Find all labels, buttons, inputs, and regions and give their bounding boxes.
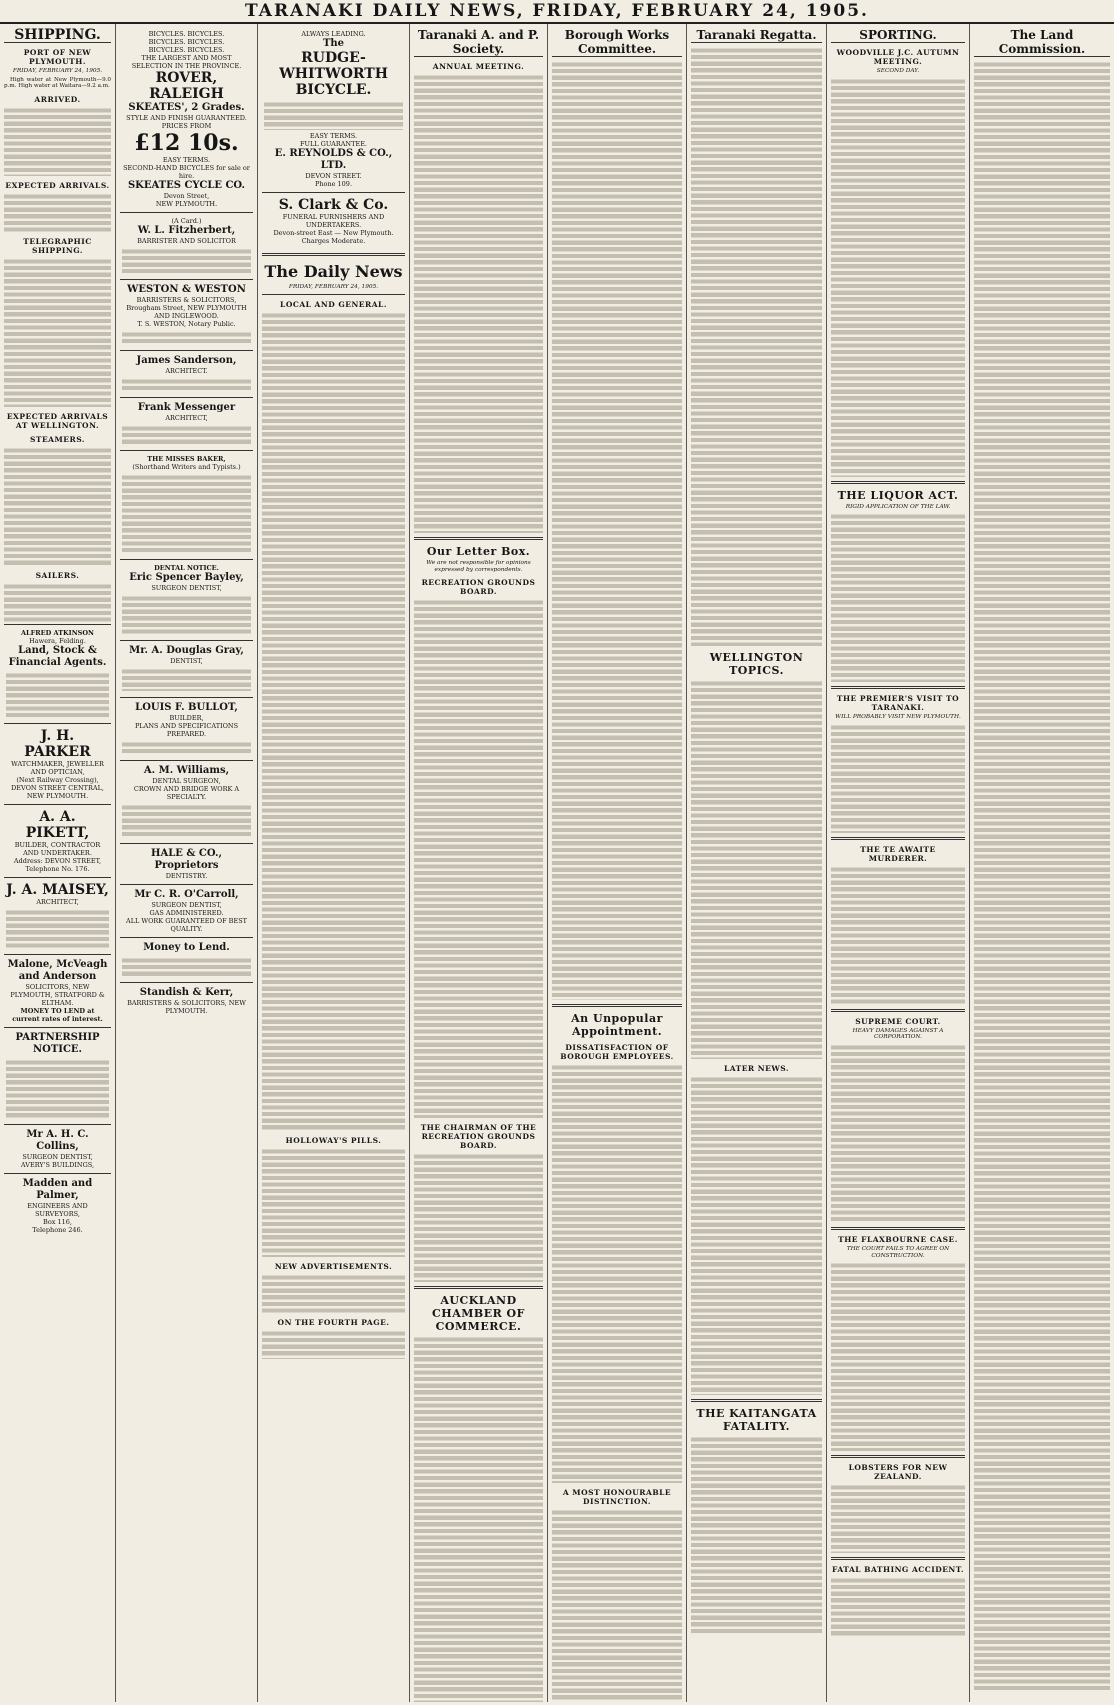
ad-pikett — [4, 804, 111, 877]
gray-trade: DENTIST, — [170, 657, 203, 665]
maisey-name: J. A. MAISEY, — [6, 881, 109, 898]
prices-from: PRICES FROM — [161, 122, 212, 130]
work-guaranteed: ALL WORK GUARANTEED OF BEST QUALITY. — [126, 917, 247, 933]
later-news-text — [691, 1075, 822, 1395]
second-hand: SECOND-HAND BICYCLES for sale or hire. — [123, 164, 250, 180]
pikett-trade: BUILDER, CONTRACTOR AND UNDERTAKER. — [14, 840, 101, 857]
ad-rudge — [262, 26, 405, 192]
style-finish: STYLE AND FINISH GUARANTEED. — [126, 114, 247, 122]
ad-carroll — [120, 884, 253, 937]
collins-trade: SURGEON DENTIST, — [22, 1152, 93, 1161]
reynolds-name: E. REYNOLDS & CO., LTD. — [274, 148, 393, 171]
rover-brand: ROVER, — [155, 70, 218, 86]
telegraphic-text — [4, 257, 111, 407]
newspaper-page — [0, 24, 1114, 1705]
chairman-heading: THE CHAIRMAN OF THE RECREATION GROUNDS BOARD. — [420, 1123, 537, 1151]
sanderson-trade: ARCHITECT. — [165, 367, 208, 375]
weston-trade: BARRISTERS & SOLICITORS, — [136, 296, 237, 304]
regatta-heading: Taranaki Regatta. — [691, 28, 822, 43]
fitzherbert-name: W. L. Fitzherbert, — [137, 225, 236, 236]
gas-administered: GAS ADMINISTERED. — [149, 909, 224, 917]
column-ads-2 — [116, 24, 258, 1702]
holloway-heading: HOLLOWAY'S PILLS. — [285, 1135, 382, 1145]
column-sporting — [827, 24, 970, 1702]
williams-name: A. M. Williams, — [143, 765, 230, 776]
skeates-town: NEW PLYMOUTH. — [155, 200, 218, 208]
premier-text — [831, 723, 965, 833]
pikett-name: A. A. PIKETT, — [25, 808, 90, 841]
rudge-guarantee: FULL GUARANTEE. — [299, 140, 368, 148]
messenger-trade: ARCHITECT, — [165, 414, 208, 422]
borough-heading: Borough Works Committee. — [552, 28, 682, 57]
skeates-brand: SKEATES', 2 Grades. — [128, 102, 245, 113]
ad-maisey — [4, 877, 111, 954]
land-agents-heading: Land, Stock & Financial Agents. — [8, 644, 107, 668]
largest-selection: THE LARGEST AND MOST SELECTION IN THE PROVINCE. — [131, 54, 242, 70]
bullot-plans: PLANS AND SPECIFICATIONS PREPARED. — [134, 722, 239, 738]
dental-notice: DENTAL NOTICE. — [154, 564, 219, 572]
recreation-text — [414, 598, 543, 1118]
masthead: TARANAKI DAILY NEWS, FRIDAY, FEBRUARY 24, 1905. — [0, 0, 1114, 24]
column-land-commission — [970, 24, 1114, 1702]
later-news-heading: LATER NEWS. — [723, 1064, 790, 1073]
chairman-text — [414, 1152, 543, 1282]
ad-weston — [120, 279, 253, 350]
reynolds-phone: Phone 109. — [314, 180, 353, 188]
auckland-heading: AUCKLAND CHAMBER OF COMMERCE. — [432, 1294, 525, 1334]
bullot-trade: BUILDER, — [169, 714, 204, 722]
reynolds-address: DEVON STREET. — [305, 172, 362, 180]
holloway-text — [262, 1147, 405, 1257]
ad-collins — [4, 1124, 111, 1173]
raleigh-brand: RALEIGH — [149, 86, 224, 102]
column-editorial — [258, 24, 410, 1702]
new-ads-heading: NEW ADVERTISEMENTS. — [274, 1261, 393, 1271]
madden-telephone: Telephone 246. — [32, 1225, 83, 1234]
liquor-heading: THE LIQUOR ACT. — [837, 488, 959, 502]
atkinson-role: Hawera, Felding. — [29, 636, 86, 645]
weston-notary: T. S. WESTON, Notary Public. — [137, 320, 236, 328]
parker-address: (Next Railway Crossing), — [16, 775, 99, 784]
ad-williams — [120, 760, 253, 843]
rudge-easy: EASY TERMS. — [309, 132, 358, 140]
baker-trade: (Shorthand Writers and Typists.) — [132, 463, 241, 471]
carroll-trade: SURGEON DENTIST, — [151, 901, 222, 909]
bicycles-line-1: BICYCLES. BICYCLES. — [148, 30, 225, 38]
gray-name: Mr. A. Douglas Gray, — [129, 645, 244, 656]
ad-fitzherbert — [120, 212, 253, 279]
fatal-text — [831, 1576, 965, 1636]
kaitangata-heading: THE KAITANGATA FATALITY. — [696, 1407, 817, 1433]
ad-parker — [4, 723, 111, 804]
ad-bullot — [120, 697, 253, 760]
sanderson-name: James Sanderson, — [136, 355, 237, 366]
card-label: (A Card.) — [171, 217, 202, 225]
madden-trade: ENGINEERS AND SURVEYORS, — [27, 1201, 88, 1218]
malone-name: Malone, McVeagh and Anderson — [7, 958, 108, 982]
tides-text: High water at New Plymouth—9.0 p.m. High water at Waitara—9.2 a.m. — [4, 76, 111, 90]
unpopular-heading: An Unpopular Appointment. — [571, 1012, 663, 1038]
sailers-heading: SAILERS. — [35, 570, 80, 580]
premier-sub: WILL PROBABLY VISIT NEW PLYMOUTH. — [835, 714, 961, 721]
land-commission-heading: The Land Commission. — [974, 28, 1110, 57]
steamers-heading: STEAMERS. — [29, 434, 86, 444]
supreme-text — [831, 1043, 965, 1223]
premier-heading: THE PREMIER'S VISIT TO TARANAKI. — [836, 694, 960, 713]
always-leading: ALWAYS LEADING. — [301, 30, 366, 38]
flaxbourne-sub: THE COURT FAILS TO AGREE ON CONSTRUCTION. — [846, 1245, 950, 1259]
skeates-cycle-co: SKEATES CYCLE CO. — [127, 180, 246, 191]
maisey-trade: ARCHITECT, — [36, 897, 79, 906]
carroll-name: Mr C. R. O'Carroll, — [134, 889, 239, 900]
regatta-text — [691, 46, 822, 646]
rudge-name: RUDGE-WHITWORTH BICYCLE. — [279, 50, 388, 98]
woodville-heading: WOODVILLE J.C. AUTUMN MEETING. — [836, 48, 960, 66]
ad-madden — [4, 1173, 111, 1238]
wellington-heading: WELLINGTON TOPICS. — [709, 651, 804, 677]
arrived-text — [4, 106, 111, 176]
flaxbourne-text — [831, 1261, 965, 1451]
madden-box: Box 116, — [43, 1217, 72, 1226]
skeates-address: Devon Street, — [163, 192, 210, 200]
collins-name: Mr A. H. C. Collins, — [26, 1128, 89, 1152]
messenger-name: Frank Messenger — [137, 402, 236, 413]
column-borough — [548, 24, 687, 1702]
expected-heading: EXPECTED ARRIVALS. — [5, 180, 110, 190]
parker-town: NEW PLYMOUTH. — [26, 791, 89, 800]
clark-address: Devon-street East — New Plymouth. — [273, 229, 394, 237]
sporting-heading: SPORTING. — [831, 28, 965, 43]
supreme-heading: SUPREME COURT. — [855, 1016, 941, 1026]
clark-trade: FUNERAL FURNISHERS AND UNDERTAKERS. — [282, 213, 385, 229]
auckland-text — [414, 1335, 543, 1702]
clark-charges: Charges Moderate. — [301, 237, 366, 245]
paper-date: FRIDAY, FEBRUARY 24, 1905. — [288, 284, 379, 290]
ad-partnership — [4, 1027, 111, 1124]
ad-gray — [120, 640, 253, 697]
steamers-text — [4, 446, 111, 566]
bullot-name: LOUIS F. BULLOT, — [135, 702, 238, 713]
standish-trade: BARRISTERS & SOLICITORS, NEW PLYMOUTH. — [127, 999, 246, 1015]
pikett-address: Address: DEVON STREET, Telephone No. 176. — [13, 856, 102, 873]
shipping-heading: SHIPPING. — [4, 28, 111, 43]
arrived-heading: ARRIVED. — [34, 94, 81, 104]
dissatisfaction-heading: DISSATISFACTION OF BOROUGH EMPLOYEES. — [560, 1043, 674, 1061]
new-ads-text — [262, 1273, 405, 1313]
weston-name: WESTON & WESTON — [127, 284, 246, 295]
baker-name: THE MISSES BAKER, — [147, 455, 226, 463]
expected-text — [4, 192, 111, 232]
ad-bayley — [120, 559, 253, 640]
honourable-text — [552, 1508, 682, 1702]
williams-trade: DENTAL SURGEON, — [152, 777, 221, 785]
parker-street: DEVON STREET CENTRAL, — [11, 783, 104, 792]
ad-malone — [4, 954, 111, 1027]
madden-name: Madden and Palmer, — [22, 1177, 93, 1201]
land-commission-text — [974, 60, 1110, 1690]
bicycles-line-3: BICYCLES. BICYCLES. — [148, 46, 225, 54]
ad-atkinson — [4, 624, 111, 723]
letter-box-note: We are not responsible for opinions expressed by correspondents. — [426, 560, 531, 573]
lobsters-text — [831, 1483, 965, 1553]
ap-society-heading: Taranaki A. and P. Society. — [414, 28, 543, 57]
parker-trade: WATCHMAKER, JEWELLER AND OPTICIAN, — [11, 759, 104, 776]
murderer-text — [831, 865, 965, 1005]
dentistry-label: DENTISTRY. — [165, 872, 208, 880]
column-regatta — [687, 24, 827, 1702]
hale-name: HALE & CO., Proprietors — [151, 848, 222, 871]
column-ap-society — [410, 24, 548, 1702]
ad-money — [120, 937, 253, 982]
annual-meeting-heading: ANNUAL MEETING. — [432, 62, 525, 71]
supreme-sub: HEAVY DAMAGES AGAINST A CORPORATION. — [852, 1027, 944, 1041]
local-general-heading: LOCAL AND GENERAL. — [280, 299, 387, 309]
port-heading: PORT OF NEW PLYMOUTH. — [23, 48, 92, 66]
bayley-trade: SURGEON DENTIST, — [151, 584, 222, 592]
partnership-heading: PARTNERSHIP NOTICE. — [15, 1031, 100, 1055]
liquor-sub: RIGID APPLICATION OF THE LAW. — [845, 503, 951, 510]
honourable-heading: A MOST HONOURABLE DISTINCTION. — [562, 1488, 672, 1506]
standish-name: Standish & Kerr, — [139, 987, 234, 998]
murderer-heading: THE TE AWAITE MURDERER. — [860, 844, 936, 863]
telegraphic-heading: TELEGRAPHIC SHIPPING. — [23, 236, 92, 255]
collins-address: AVERY'S BUILDINGS, — [20, 1160, 95, 1169]
flaxbourne-heading: THE FLAXBOURNE CASE. — [838, 1234, 958, 1244]
fatal-heading: FATAL BATHING ACCIDENT. — [831, 1565, 965, 1575]
crown-bridge: CROWN AND BRIDGE WORK A SPECIALTY. — [133, 785, 240, 801]
ad-clark — [262, 192, 405, 249]
weston-address: Brougham Street, NEW PLYMOUTH AND INGLEWOOD. — [126, 304, 247, 320]
column-shipping — [0, 24, 116, 1702]
money-to-lend: MONEY TO LEND at current rates of interest. — [12, 1006, 103, 1023]
bicycle-price: £12 10s. — [134, 130, 239, 156]
unpopular-text — [552, 1063, 682, 1483]
fitzherbert-trade: BARRISTER AND SOLICITOR — [137, 237, 236, 245]
malone-trade: SOLICITORS, NEW PLYMOUTH, STRATFORD & ELTHAM. — [10, 982, 105, 1007]
sporting-text — [831, 77, 965, 477]
wellington-text — [691, 679, 822, 1059]
sailers-text — [4, 582, 111, 622]
atkinson-name: ALFRED ATKINSON — [21, 628, 94, 637]
bayley-name: Eric Spencer Bayley, — [129, 572, 244, 583]
fourth-page-text — [262, 1329, 405, 1359]
ad-skeates-bicycles — [120, 26, 253, 212]
letter-box-heading: Our Letter Box. — [426, 545, 531, 558]
clark-name: S. Clark & Co. — [278, 197, 389, 213]
parker-name: J. H. PARKER — [24, 727, 91, 760]
ad-sanderson — [120, 350, 253, 397]
lobsters-heading: LOBSTERS FOR NEW ZEALAND. — [848, 1463, 948, 1482]
paper-title: The Daily News — [264, 262, 403, 281]
kaitangata-text — [691, 1435, 822, 1635]
ad-hale — [120, 843, 253, 884]
local-general-text — [262, 311, 405, 1131]
date-line: FRIDAY, FEBRUARY 24, 1905. — [12, 68, 103, 74]
easy-terms: EASY TERMS. — [162, 156, 211, 164]
fourth-page-heading: ON THE FOURTH PAGE. — [277, 1317, 390, 1327]
second-day: SECOND DAY. — [876, 68, 920, 74]
recreation-heading: RECREATION GROUNDS BOARD. — [421, 578, 536, 597]
rudge-the: The — [322, 38, 345, 49]
ap-society-text — [414, 73, 543, 533]
bicycles-line-2: BICYCLES. BICYCLES. — [148, 38, 225, 46]
ad-standish — [120, 982, 253, 1019]
liquor-text — [831, 512, 965, 682]
borough-text — [552, 60, 682, 1000]
expected-wellington-heading: EXPECTED ARRIVALS AT WELLINGTON. — [6, 411, 109, 430]
ad-messenger — [120, 397, 253, 450]
money-heading: Money to Lend. — [143, 942, 230, 953]
ad-baker — [120, 450, 253, 559]
